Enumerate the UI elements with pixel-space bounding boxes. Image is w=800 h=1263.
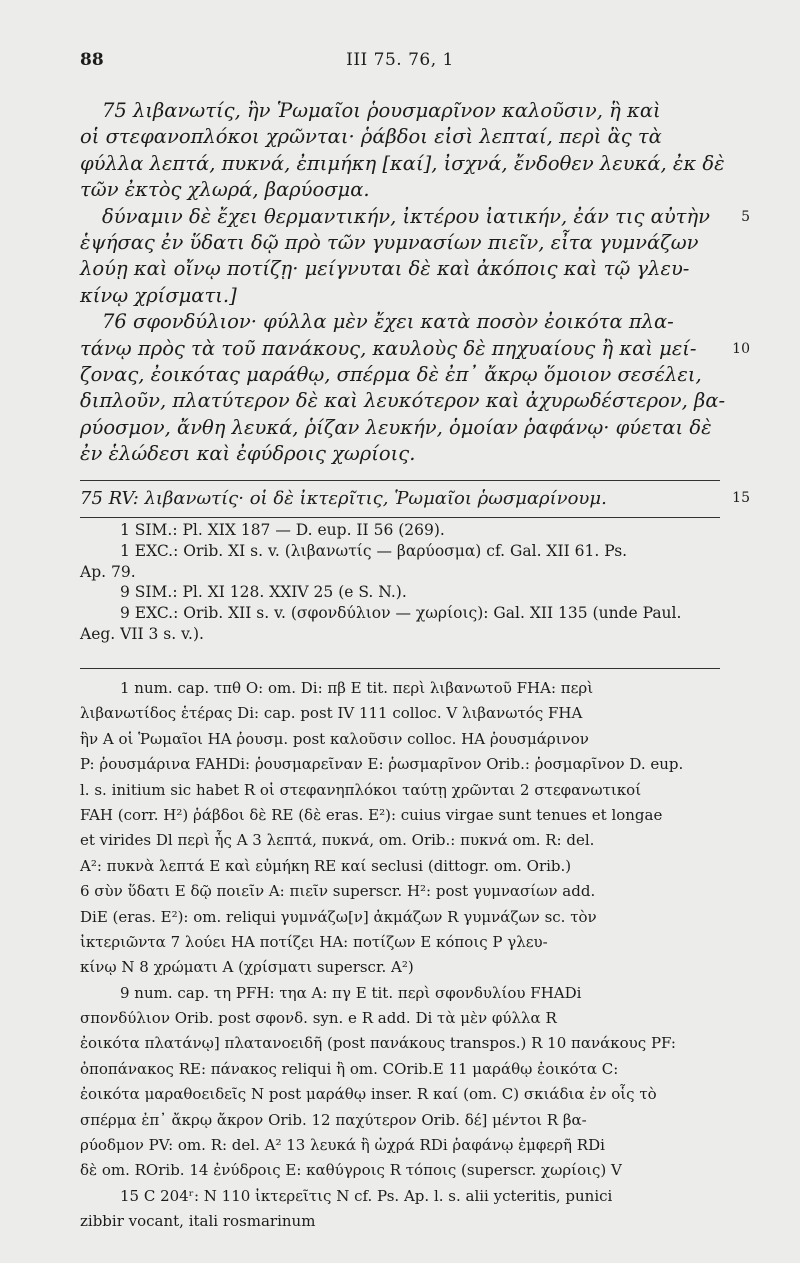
line-text: ἐοικότα πλατάνῳ] πλατανοειδῆ (post πανάκους transpos.) R 10 πανάκους PF:	[80, 1034, 676, 1053]
line-text: 76 σφονδύλιον· φύλλα μὲν ἔχει κατὰ ποσὸν ἐοικότα πλα-	[102, 310, 674, 334]
section-divider-apparatus	[80, 668, 720, 669]
line-text: λιβανωτίδος ἑτέρας Di: cap. post IV 111 colloc. V λιβανωτός FHA	[80, 704, 583, 723]
line-text: δὲ om. ROrib. 14 ἐνύδροις E: καθύγροις R τόποις (superscr. χωρίοις) V	[80, 1161, 622, 1180]
text-line	[80, 803, 720, 828]
rv-synonym-line	[80, 488, 750, 514]
text-line	[80, 752, 720, 777]
line-text: 1 EXC.: Orib. XI s. v. (λιβανωτίς — βαρύοσμα) cf. Gal. XII 61. Ps.	[120, 541, 628, 560]
text-line	[80, 1209, 720, 1234]
text-line	[80, 676, 720, 701]
text-line	[80, 1031, 720, 1056]
line-text: 9 num. cap. τη PFH: τηα A: πγ E tit. περὶ σφονδυλίου FHADi	[120, 983, 582, 1002]
line-text: ἑψήσας ἐν ὕδατι δῷ πρὸ τῶν γυμνασίων πιεῖν, εἶτα γυμνάζων	[80, 230, 699, 254]
line-text: οἱ στεφανοπλόκοι χρῶνται· ῥάβδοι εἰσὶ λεπταί, περὶ ἃς τὰ	[80, 125, 662, 149]
line-text: ἐν ἑλώδεσι καὶ ἐφύδροις χωρίοις.	[80, 442, 416, 466]
line-text: Ap. 79.	[80, 562, 136, 581]
text-line	[80, 204, 750, 230]
text-line	[80, 1158, 720, 1183]
text-line	[80, 124, 720, 150]
text-line	[80, 256, 720, 282]
line-text: ἰκτεριῶντα 7 λούει HA ποτίζει HA: ποτίζων E κόποις P γλευ-	[80, 932, 548, 951]
text-line	[80, 388, 726, 414]
line-text: ἐοικότα μαραθοειδεῖς N post μαράθῳ inser. R καί (om. C) σκιάδια ἐν οἷς τὸ	[80, 1085, 657, 1104]
text-line	[80, 441, 720, 467]
text-line	[80, 309, 720, 335]
text-line	[80, 1057, 720, 1082]
line-text: 1 num. cap. τπθ O: om. Di: πβ E tit. περὶ λιβανωτοῦ FHA: περὶ	[120, 679, 594, 697]
line-text: l. s. initium sic habet R οἱ στεφανηπλόκοι ταύτῃ χρῶνται 2 στεφανωτικοί	[80, 780, 642, 799]
text-line	[80, 415, 720, 441]
running-reference: III 75. 76, 1	[346, 50, 454, 70]
text-line	[80, 603, 720, 624]
text-line	[80, 879, 720, 904]
text-line	[80, 905, 720, 930]
line-text: τῶν ἐκτὸς χλωρά, βαρύοσμα.	[80, 178, 370, 202]
line-text: 6 σὺν ὕδατι E δῷ ποιεῖν A: πιεῖν superscr. H²: post γυμνασίων add.	[80, 882, 596, 901]
text-line	[80, 283, 720, 309]
text-line	[80, 624, 720, 645]
line-text: P: ῥουσμάρινα FAHDi: ῥουσμαρεῖναν E: ῥωσμαρῖνον Orib.: ῥοσμαρῖνον D. eup.	[80, 755, 684, 774]
text-line	[80, 1133, 720, 1158]
text-line	[80, 727, 720, 752]
line-text: τάνῳ πρὸς τὰ τοῦ πανάκους, καυλοὺς δὲ πηχυαίους ἢ καὶ μεί-	[80, 336, 697, 360]
line-text: et virides Dl περὶ ἧς A 3 λεπτά, πυκνά, om. Orib.: πυκνά om. R: del.	[80, 831, 595, 850]
line-text: A²: πυκνὰ λεπτά E καὶ εὐμήκη RE καί seclusi (dittogr. om. Orib.)	[80, 856, 572, 875]
line-text: ὀποπάνακος RE: πάνακος reliqui ἢ om. COrib.E 11 μαράθῳ ἐοικότα C:	[80, 1059, 619, 1078]
apparatus-similia	[80, 520, 720, 645]
text-line	[80, 930, 720, 955]
text-line	[80, 981, 720, 1006]
text-line	[80, 582, 720, 603]
page-number: 88	[80, 50, 104, 70]
line-text: διπλοῦν, πλατύτερον δὲ καὶ λευκότερον καὶ ἀχυρωδέστερον, βα-	[80, 389, 726, 413]
line-text: ζονας, ἐοικότας μαράθῳ, σπέρμα δὲ ἐπ᾽ ἄκρῳ ὅμοιον σεσέλει,	[80, 362, 702, 386]
text-line	[80, 701, 720, 726]
text-line	[80, 177, 720, 203]
line-text: δύναμιν δὲ ἔχει θερμαντικήν, ἰκτέρου ἰατικήν, ἐάν τις αὐτὴν	[102, 204, 710, 228]
text-line	[80, 520, 720, 541]
text-line	[80, 1006, 720, 1031]
text-line	[80, 854, 720, 879]
text-line	[80, 151, 725, 177]
text-line	[80, 1184, 720, 1209]
rv-line-text: 75 RV: λιβανωτίς· οἱ δὲ ἰκτερῖτις, Ῥωμαῖοι ῥωσμαρίνουμ.	[80, 488, 607, 509]
line-text: DiE (eras. E²): om. reliqui γυμνάζω[ν] ἀκμάζων R γυμνάζων sc. τὸν	[80, 907, 597, 926]
text-line	[80, 336, 750, 362]
text-line	[80, 828, 720, 853]
line-text: φύλλα λεπτά, πυκνά, ἐπιμήκη [καί], ἰσχνά, ἔνδοθεν λευκά, ἐκ δὲ	[80, 151, 725, 175]
line-text: σπονδύλιον Orib. post σφονδ. syn. e R add. Di τὰ μὲν φύλλα R	[80, 1009, 557, 1028]
text-line	[80, 362, 720, 388]
line-text: λούῃ καὶ οἴνῳ ποτίζῃ· μείγνυται δὲ καὶ ἀκόποις καὶ τῷ γλευ-	[80, 257, 690, 281]
line-text: FAH (corr. H²) ῥάβδοι δὲ RE (δὲ eras. E²): cuius virgae sunt tenues et longae	[80, 805, 663, 824]
line-text: 15 C 204ʳ: N 110 ἰκτερεῖτις N cf. Ps. Ap. l. s. alii ycteritis, punici	[120, 1186, 613, 1205]
page-header	[80, 50, 720, 74]
line-number: 15	[732, 490, 750, 506]
text-line	[80, 541, 720, 562]
text-line	[80, 1108, 720, 1133]
text-line	[80, 955, 720, 980]
line-text: σπέρμα ἐπ᾽ ἄκρῳ ἄκρον Orib. 12 παχύτερον Orib. δέ] μέντοι R βα-	[80, 1110, 587, 1129]
line-text: κίνῳ N 8 χρώματι A (χρίσματι superscr. A²)	[80, 958, 414, 977]
text-line	[80, 98, 720, 124]
apparatus-criticus	[80, 676, 720, 1235]
line-text: ρύοδμον PV: om. R: del. A² 13 λευκά ἢ ὠχρά RDi ῥαφάνῳ ἐμφερῆ RDi	[80, 1136, 605, 1155]
main-greek-text	[80, 98, 750, 467]
line-text: 9 EXC.: Orib. XII s. v. (σφονδύλιον — χωρίοις): Gal. XII 135 (unde Paul.	[120, 604, 682, 623]
line-text: ἣν A οἱ Ῥωμαῖοι HA ῥουσμ. post καλοῦσιν colloc. HA ῥουσμάρινον	[80, 729, 589, 748]
line-text: zibbir vocant, itali rosmarinum	[80, 1212, 316, 1231]
line-text: 9 SIM.: Pl. XI 128. XXIV 25 (e S. N.).	[120, 583, 407, 602]
line-number: 10	[732, 340, 750, 357]
section-divider-rv	[80, 517, 720, 518]
text-line	[80, 230, 720, 256]
text-line	[80, 778, 720, 803]
line-text: 1 SIM.: Pl. XIX 187 — D. eup. II 56 (269).	[120, 521, 445, 539]
text-line	[80, 562, 720, 583]
line-text: ρύοσμον, ἄνθη λευκά, ῥίζαν λευκήν, ὁμοίαν ῥαφάνῳ· φύεται δὲ	[80, 415, 712, 439]
line-text: Aeg. VII 3 s. v.).	[80, 624, 204, 643]
line-number: 5	[741, 208, 750, 225]
section-divider-top	[80, 480, 720, 481]
line-text: κίνῳ χρίσματι.]	[80, 283, 237, 307]
line-text: 75 λιβανωτίς, ἣν Ῥωμαῖοι ῥουσμαρῖνον καλοῦσιν, ἣ καὶ	[102, 99, 661, 122]
text-line	[80, 1082, 720, 1107]
